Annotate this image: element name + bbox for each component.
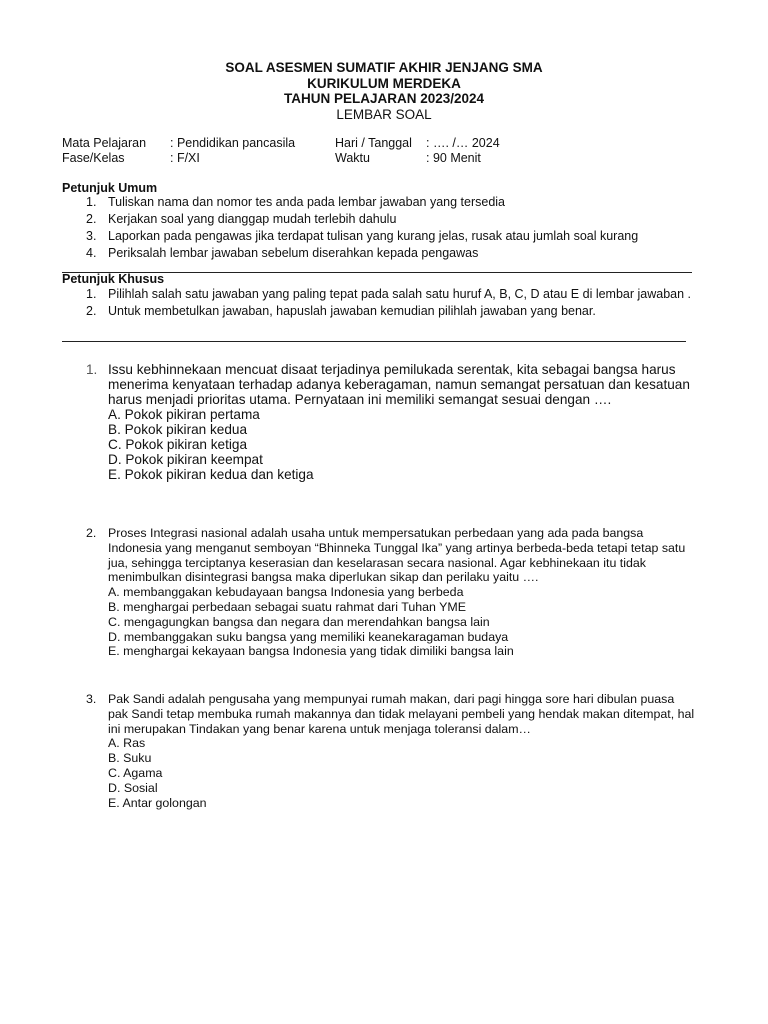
answer-option: A. Pokok pikiran pertama (108, 407, 260, 422)
exam-info (62, 136, 622, 166)
header-line-1: SOAL ASESMEN SUMATIF AKHIR JENJANG SMA (225, 60, 543, 75)
time-label: Waktu (335, 151, 370, 165)
answer-option: A. membanggakan kebudayaan bangsa Indonesia yang berbeda (108, 585, 464, 600)
time-value: : 90 Menit (426, 151, 481, 165)
list-item: 4. Periksalah lembar jawaban sebelum diserahkan kepada pengawas (86, 246, 479, 260)
special-instructions-list (62, 287, 702, 321)
answer-option: E. Pokok pikiran kedua dan ketiga (108, 467, 314, 482)
list-item: 2. Untuk membetulkan jawaban, hapuslah jawaban kemudian pilihlah jawaban yang benar. (86, 304, 596, 318)
exam-info-row-1 (62, 136, 622, 151)
answer-option: E. menghargai kekayaan bangsa Indonesia yang tidak dimiliki bangsa lain (108, 644, 514, 659)
list-item: 1. Tuliskan nama dan nomor tes anda pada lembar jawaban yang tersedia (86, 195, 506, 209)
answer-option: B. menghargai perbedaan sebagai suatu rahmat dari Tuhan YME (108, 599, 466, 614)
answer-option: D. Sosial (108, 780, 158, 795)
general-instructions-list (62, 195, 702, 263)
answer-option: B. Suku (108, 751, 152, 766)
answer-option: B. Pokok pikiran kedua (108, 422, 248, 437)
question-number: 2. (86, 526, 97, 540)
header-line-4: LEMBAR SOAL (336, 106, 432, 122)
list-item: 1. Pilihlah salah satu jawaban yang paling tepat pada salah satu huruf A, B, C, D atau E di lembar jawaban . (86, 287, 692, 301)
answer-option: C. mengagungkan bangsa dan negara dan merendahkan bangsa lain (108, 614, 490, 629)
answer-option: A. Ras (108, 736, 146, 751)
date-value: : …. /… 2024 (426, 136, 500, 150)
question-text: Proses Integrasi nasional adalah usaha untuk mempersatukan perbedaan yang ada pada bangsa Indonesia yang menganut semboyan “Bhinneka Tunggal Ika” yang artinya berbeda-beda tetapi tetap satu jua, sehingga terciptanya keserasian dan keselarasan secara nasional. Agar kebhinekaan itu tidak menimbulkan disintegrasi bangsa maka diperlukan sikap dan perilaku yaitu …. (108, 526, 686, 585)
subject-label: Mata Pelajaran (62, 136, 147, 150)
question-number: 3. (86, 692, 97, 706)
question-text: Pak Sandi adalah pengusaha yang mempunyai rumah makan, dari pagi hingga sore hari dibulan puasa pak Sandi tetap membuka rumah makannya dan tidak melayani pembeli yang hendak makan ditempat, hal ini merupakan Tindakan yang benar karena untuk menjaga toleransi dalam… (108, 692, 695, 736)
exam-info-row-2 (62, 151, 622, 166)
list-item: 3. Laporkan pada pengawas jika terdapat tulisan yang kurang jelas, rusak atau jumlah soal kurang (86, 229, 639, 243)
question-2 (86, 526, 696, 659)
question-3 (86, 692, 696, 810)
class-label: Fase/Kelas (62, 151, 125, 165)
date-label: Hari / Tanggal (335, 136, 412, 150)
list-item: 2. Kerjakan soal yang dianggap mudah terlebih dahulu (86, 212, 397, 226)
answer-option: C. Agama (108, 765, 163, 780)
special-instructions-title: Petunjuk Khusus (62, 272, 165, 286)
document-header (0, 60, 768, 123)
question-number: 1. (86, 362, 98, 377)
header-line-2: KURIKULUM MERDEKA (307, 75, 461, 91)
answer-option: D. membanggakan suku bangsa yang memiliki keanekaragaman budaya (108, 629, 509, 644)
answer-option: E. Antar golongan (108, 795, 207, 810)
answer-option: C. Pokok pikiran ketiga (108, 437, 248, 452)
subject-value: : Pendidikan pancasila (170, 136, 296, 150)
class-value: : F/XI (170, 151, 200, 165)
divider (62, 341, 686, 342)
question-text: Issu kebhinnekaan mencuat disaat terjadinya pemilukada serentak, kita sebagai bangsa harus menerima kenyataan terhadap adanya keberagaman, namun semangat persatuan dan kesatuan harus menjadi prioritas utama. Pernyataan ini memiliki semangat sesuai dengan …. (108, 362, 690, 407)
answer-option: D. Pokok pikiran keempat (108, 452, 263, 467)
general-instructions-title: Petunjuk Umum (62, 181, 158, 195)
question-1 (86, 362, 696, 482)
header-line-3: TAHUN PELAJARAN 2023/2024 (283, 91, 485, 106)
